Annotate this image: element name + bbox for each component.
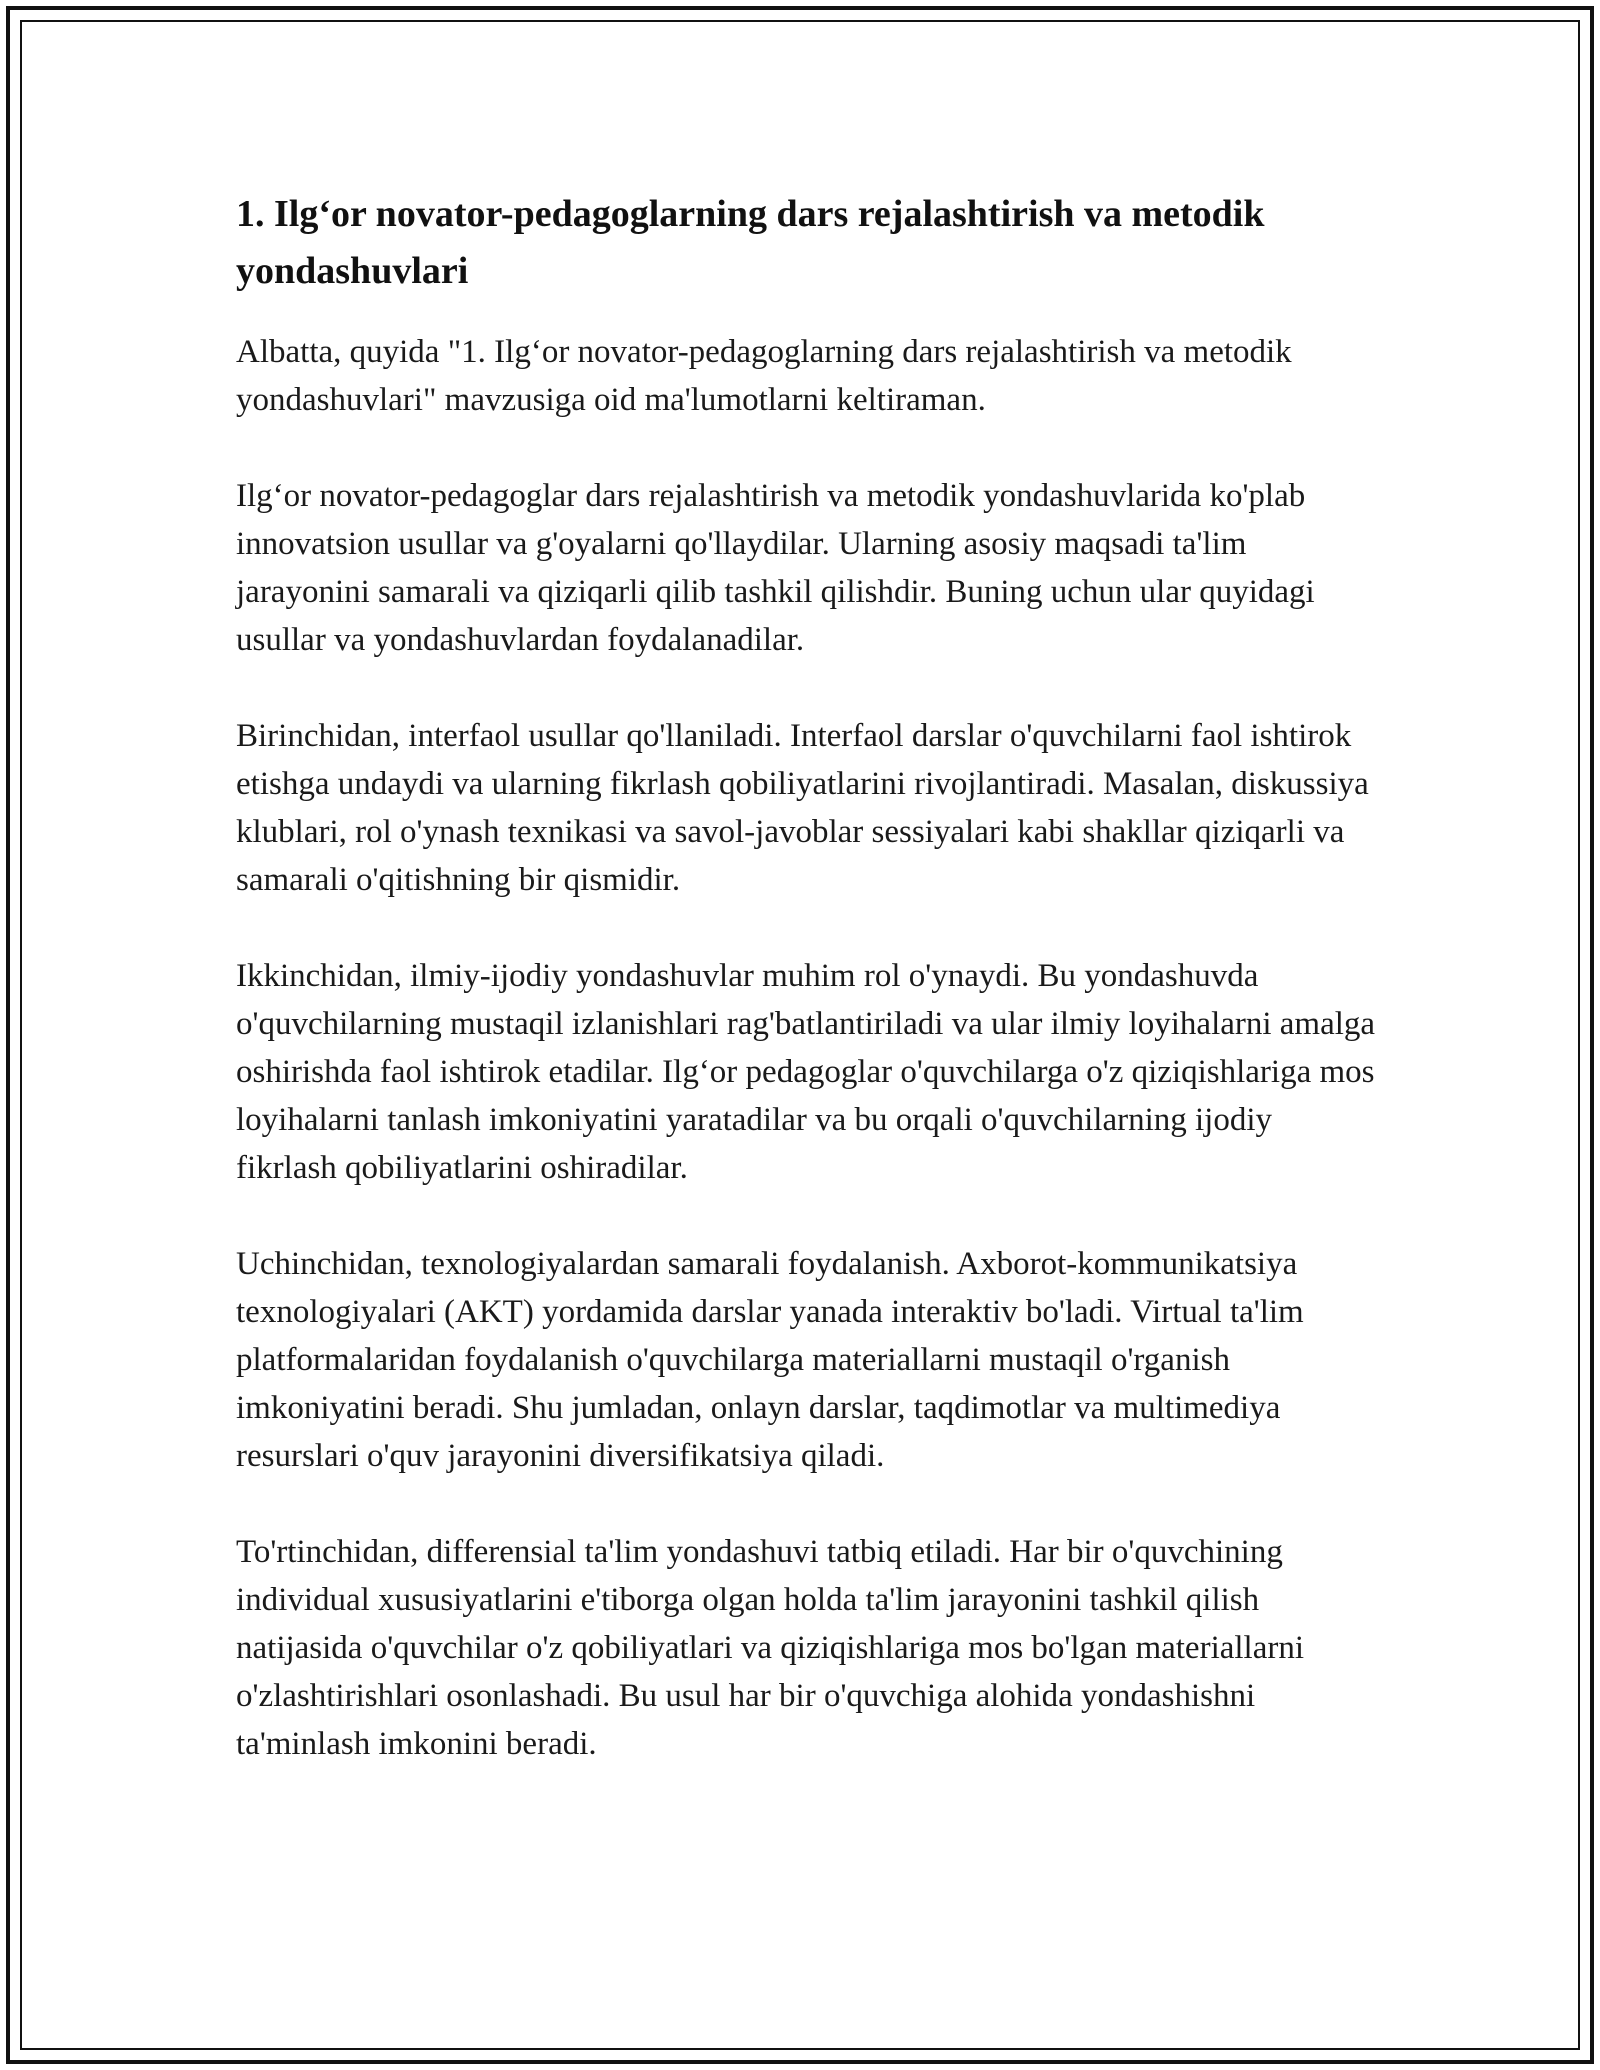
paragraph-overview: Ilg‘or novator-pedagoglar dars rejalashtirish va metodik yondashuvlarida ko'plab innovatsion usullar va g'oyalarni qo'llaydilar. Ularning asosiy maqsadi ta'lim jarayonini samarali va qiziqarli qilib tashkil qilishdir. Buning uchun ular quyidagi usullar va yondashuvlardan foydalanadilar. (236, 478, 1315, 658)
paragraph-intro: Albatta, quyida "1. Ilg‘or novator-pedagoglarning dars rejalashtirish va metodik yondashuvlari" mavzusiga oid ma'lumotlarni keltiraman. (236, 334, 1292, 418)
paragraph-first-point: Birinchidan, interfaol usullar qo'llaniladi. Interfaol darslar o'quvchilarni faol ishtirok etishga undaydi va ularning fikrlash qobiliyatlarini rivojlantiradi. Masalan, diskussiya klublari, rol o'ynash texnikasi va savol-javoblar sessiyalari kabi shakllar qiziqarli va samarali o'qitishning bir qismidir. (236, 718, 1369, 898)
document-body (236, 186, 1376, 1816)
paragraph-fourth-point: To'rtinchidan, differensial ta'lim yondashuvi tatbiq etiladi. Har bir o'quvchining individual xususiyatlarini e'tiborga olgan holda ta'lim jarayonini tashkil qilish natijasida o'quvchilar o'z qobiliyatlari va qiziqishlariga mos bo'lgan materiallarni o'zlashtirishlari osonlashadi. Bu usul har bir o'quvchiga alohida yondashishni ta'minlash imkonini beradi. (236, 1534, 1305, 1762)
document-title: 1. Ilg‘or novator-pedagoglarning dars rejalashtirish va metodik yondashuvlari (236, 193, 1265, 292)
paragraph-third-point: Uchinchidan, texnologiyalardan samarali foydalanish. Axborot-kommunikatsiya texnologiyalari (AKT) yordamida darslar yanada interaktiv bo'ladi. Virtual ta'lim platformalaridan foydalanish o'quvchilarga materiallarni mustaqil o'rganish imkoniyatini beradi. Shu jumladan, onlayn darslar, taqdimotlar va multimediya resurslari o'quv jarayonini diversifikatsiya qiladi. (236, 1246, 1304, 1474)
paragraph-second-point: Ikkinchidan, ilmiy-ijodiy yondashuvlar muhim rol o'ynaydi. Bu yondashuvda o'quvchilarning mustaqil izlanishlari rag'batlantiriladi va ular ilmiy loyihalarni amalga oshirishda faol ishtirok etadilar. Ilg‘or pedagoglar o'quvchilarga o'z qiziqishlariga mos loyihalarni tanlash imkoniyatini yaratadilar va bu orqali o'quvchilarning ijodiy fikrlash qobiliyatlarini oshiradilar. (236, 958, 1376, 1186)
